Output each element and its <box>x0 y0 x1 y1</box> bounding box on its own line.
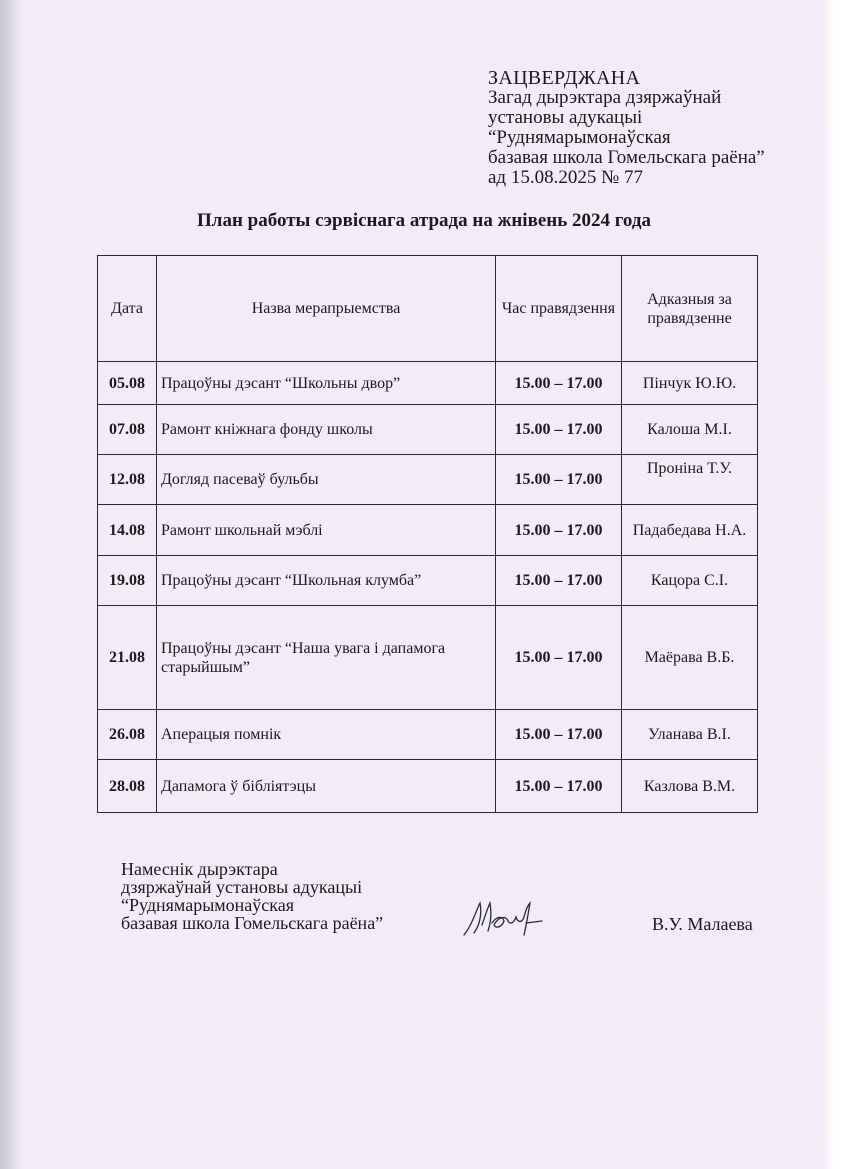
header-time: Час правядзення <box>496 256 622 362</box>
scan-left-shadow <box>0 0 22 1169</box>
footer-line: “Руднямарымонаўская <box>121 895 295 915</box>
cell-date: 05.08 <box>98 362 157 405</box>
approval-heading: ЗАЦВЕРДЖАНА <box>488 67 641 89</box>
footer-line: дзяржаўнай установы адукацыі <box>121 877 363 897</box>
plan-table <box>97 255 758 813</box>
handwritten-signature <box>458 895 558 940</box>
cell-time: 15.00 – 17.00 <box>496 556 622 606</box>
cell-event: Працоўны дэсант “Наша увага і дапамога старыйшым” <box>157 606 496 710</box>
cell-responsible: Казлова В.М. <box>622 760 758 813</box>
approval-line: установы адукацыі <box>488 107 643 128</box>
cell-date: 07.08 <box>98 405 157 455</box>
table-header-row <box>98 256 758 362</box>
table-row <box>98 760 758 813</box>
cell-responsible: Калоша М.І. <box>622 405 758 455</box>
cell-event: Дапамога ў бібліятэцы <box>157 760 496 813</box>
cell-time: 15.00 – 17.00 <box>496 606 622 710</box>
cell-event: Аперацыя помнік <box>157 710 496 760</box>
cell-time: 15.00 – 17.00 <box>496 710 622 760</box>
cell-time: 15.00 – 17.00 <box>496 362 622 405</box>
approval-line: ад 15.08.2025 № 77 <box>488 167 643 188</box>
cell-event: Працоўны дэсант “Школьная клумба” <box>157 556 496 606</box>
cell-time: 15.00 – 17.00 <box>496 405 622 455</box>
table-row <box>98 556 758 606</box>
cell-responsible: Проніна Т.У. <box>622 455 758 505</box>
cell-time: 15.00 – 17.00 <box>496 760 622 813</box>
cell-event: Рамонт школьнай мэблі <box>157 505 496 556</box>
cell-date: 26.08 <box>98 710 157 760</box>
approval-line: базавая школа Гомельскага раёна” <box>488 147 765 168</box>
table-row <box>98 505 758 556</box>
header-responsible: Адказныя за правядзенне <box>622 256 758 362</box>
approval-line: Загад дырэктара дзяржаўнай <box>488 87 722 108</box>
footer-line: базавая школа Гомельскага раёна” <box>121 913 384 933</box>
cell-date: 19.08 <box>98 556 157 606</box>
table-row <box>98 405 758 455</box>
cell-event: Працоўны дэсант “Школьны двор” <box>157 362 496 405</box>
cell-event: Рамонт кніжнага фонду школы <box>157 405 496 455</box>
cell-responsible: Пінчук Ю.Ю. <box>622 362 758 405</box>
approval-block <box>488 68 828 188</box>
table-row <box>98 362 758 405</box>
header-date: Дата <box>98 256 157 362</box>
cell-time: 15.00 – 17.00 <box>496 455 622 505</box>
table-row <box>98 710 758 760</box>
footer-block <box>121 860 383 932</box>
cell-date: 12.08 <box>98 455 157 505</box>
cell-date: 28.08 <box>98 760 157 813</box>
cell-time: 15.00 – 17.00 <box>496 505 622 556</box>
cell-event: Догляд пасеваў бульбы <box>157 455 496 505</box>
table-row <box>98 455 758 505</box>
cell-date: 21.08 <box>98 606 157 710</box>
cell-date: 14.08 <box>98 505 157 556</box>
cell-responsible: Уланава В.І. <box>622 710 758 760</box>
cell-responsible: Кацора С.І. <box>622 556 758 606</box>
footer-line: Намеснік дырэктара <box>121 859 278 879</box>
approval-line: “Руднямарымонаўская <box>488 127 671 148</box>
cell-responsible: Маёрава В.Б. <box>622 606 758 710</box>
header-event: Назва мерапрыемства <box>157 256 496 362</box>
plan-title: План работы сэрвіснага атрада на жнівень 2024 года <box>197 210 651 231</box>
cell-responsible: Падабедава Н.А. <box>622 505 758 556</box>
table-row <box>98 606 758 710</box>
signer-name: В.У. Малаева <box>652 914 753 934</box>
